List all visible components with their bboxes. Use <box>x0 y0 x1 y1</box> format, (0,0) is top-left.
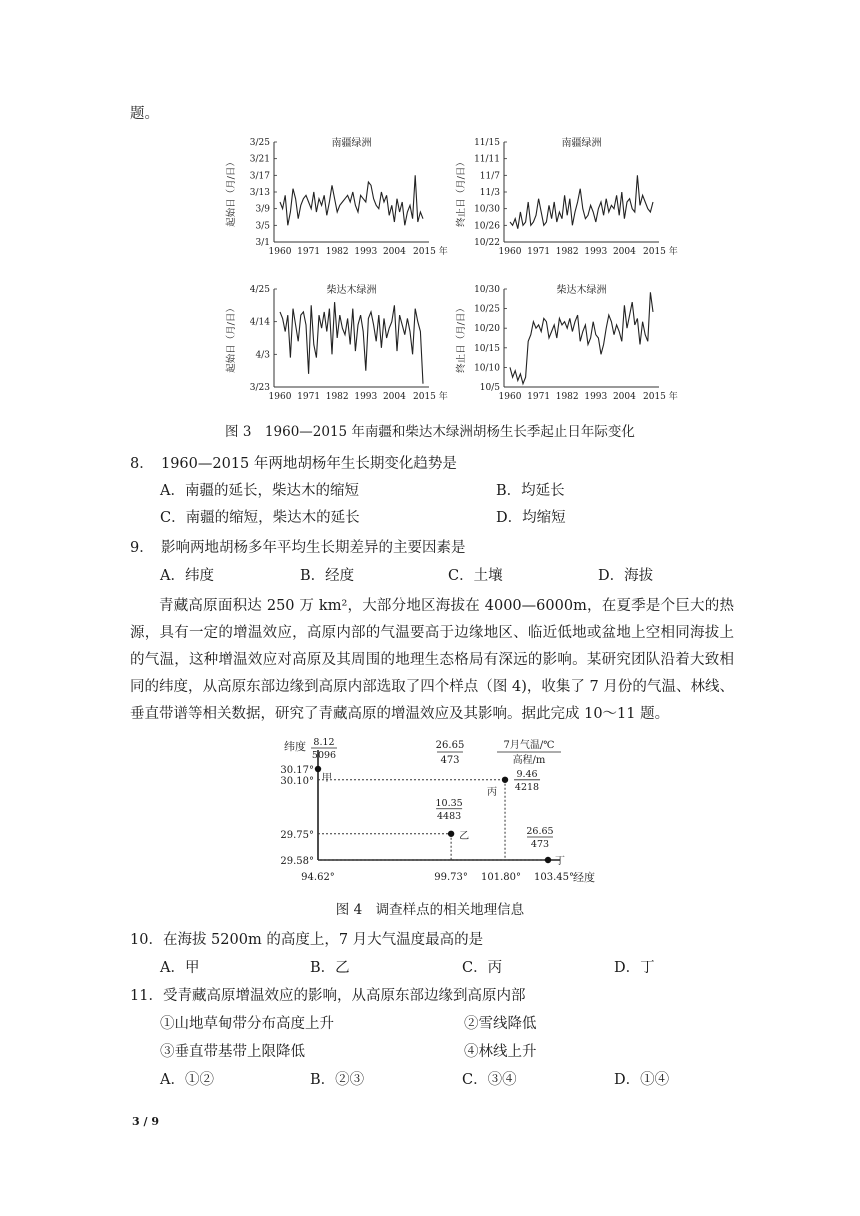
fig3-y-tick-label: 3/13 <box>249 188 270 198</box>
fig3-x-tick-label: 2004 <box>612 392 636 402</box>
fig3-y-tick-label: 3/5 <box>255 221 270 232</box>
question-11-item-3: ③垂直带基带上限降低 <box>160 1044 305 1060</box>
question-9-option-a: A．纬度 <box>160 568 214 584</box>
question-9-option-d: D．海拔 <box>598 568 654 584</box>
fig3-y-tick-label: 11/11 <box>474 154 500 165</box>
fig4-point-elev: 5096 <box>311 750 337 761</box>
fig3-panel-2 <box>455 136 678 257</box>
fig3-x-tick-label: 1971 <box>527 247 551 257</box>
fig3-y-axis-label: 起始日（月/日） <box>226 303 237 373</box>
fig3-y-tick-label: 3/1 <box>255 238 270 248</box>
fig3-y-tick-label: 4/3 <box>255 350 270 361</box>
fig3-y-tick-label: 10/15 <box>474 343 500 354</box>
fig3-panel-title: 南疆绿洲 <box>561 138 602 149</box>
fig4-lon-tick-label: 94.62° <box>301 872 335 883</box>
fig3-x-tick-label: 2004 <box>382 392 406 402</box>
lead-text: 题。 <box>130 106 159 122</box>
fig3-x-tick-label: 1982 <box>325 392 349 402</box>
fig3-x-tick-label: 1982 <box>555 247 579 257</box>
fig3-y-tick-label: 11/15 <box>474 138 500 148</box>
fig3-series-line <box>510 175 653 228</box>
question-11-item-2: ②雪线降低 <box>464 1016 537 1032</box>
fig3-y-tick-label: 3/21 <box>249 154 270 165</box>
fig3-y-tick-label: 11/7 <box>479 171 500 182</box>
fig3-panel-title: 柴达木绿洲 <box>326 285 377 296</box>
fig4-legend-temp-label: 7月气温/℃ <box>503 740 555 751</box>
fig3-x-tick-label: 1971 <box>527 392 551 402</box>
question-9-option-c: C．土壤 <box>448 568 503 584</box>
fig3-x-tick-label: 2015 年 <box>643 392 678 402</box>
fig3-y-tick-label: 4/14 <box>249 317 270 328</box>
fig4-x-axis-label: 经度 <box>573 871 595 884</box>
figure-3-caption: 图 3 1960—2015 年南疆和柴达木绿洲胡杨生长季起止日年际变化 <box>225 424 635 440</box>
fig3-series-line <box>280 302 423 384</box>
fig3-x-tick-label: 2015 年 <box>413 392 448 402</box>
fig4-point-name: 甲 <box>322 773 332 784</box>
fig3-x-tick-label: 1993 <box>584 247 608 257</box>
fig3-y-tick-label: 10/22 <box>474 238 500 248</box>
question-9-stem: 9． 影响两地胡杨多年平均生长期差异的主要因素是 <box>130 540 466 556</box>
question-11-option-b: B．②③ <box>310 1072 365 1088</box>
question-8-option-d: D．均缩短 <box>496 510 566 526</box>
fig4-point-elev: 4483 <box>437 810 462 822</box>
fig3-y-tick-label: 10/25 <box>474 304 500 315</box>
fig3-y-axis-label: 终止日（月/日） <box>456 303 467 373</box>
fig3-panel-3 <box>225 283 448 402</box>
fig4-lat-tick-label: 29.58° <box>280 856 314 867</box>
question-11-item-4: ④林线上升 <box>464 1044 537 1060</box>
fig4-point-name: 丁 <box>555 856 565 867</box>
fig3-x-tick-label: 2004 <box>382 247 406 257</box>
fig3-y-tick-label: 10/20 <box>474 324 500 335</box>
fig3-panel-1 <box>225 136 448 257</box>
question-11-option-d: D．①④ <box>614 1072 670 1088</box>
fig3-x-tick-label: 1982 <box>325 247 349 257</box>
fig3-x-tick-label: 1971 <box>297 392 321 402</box>
page-number: 3 / 9 <box>132 1115 159 1128</box>
fig3-y-tick-label: 3/23 <box>249 383 270 393</box>
question-9-option-b: B．经度 <box>300 568 355 584</box>
question-10-option-d: D．丁 <box>614 960 655 976</box>
passage: 青藏高原面积达 250 万 km²，大部分地区海拔在 4000—6000m，在夏季是个巨大的热源，具有一定的增温效应，高原内部的气温要高于边缘地区、临近低地或盆地上空相同海拔上的气温，这种增温效应对高原及其周围的地理生态格局有深远的影响。某研究团队沿着大致相同的纬度，从高原东部边缘到高原内部选取了四个样点（图 4)，收集了 7 月份的气温、林线、垂直带谱等相关数据，研究了青藏高原的增温效应及其影响。据此完成 10～11 题。 <box>130 598 734 722</box>
fig3-x-tick-label: 1982 <box>555 392 579 402</box>
fig4-point-temp: 26.65 <box>526 826 554 837</box>
figure-3 <box>222 126 678 416</box>
fig4-lat-tick-label: 29.75° <box>280 829 314 841</box>
fig4-lon-tick-label: 103.45° <box>534 872 574 883</box>
fig4-point-temp: 8.12 <box>313 737 335 748</box>
fig4-point-甲 <box>315 766 321 772</box>
fig3-x-tick-label: 1971 <box>297 247 321 257</box>
fig4-point-name: 乙 <box>459 830 470 842</box>
question-8-option-c: C．南疆的缩短，柴达木的延长 <box>160 510 360 526</box>
fig4-lat-tick-label: 30.17° <box>280 765 314 776</box>
question-11-item-1: ①山地草甸带分布高度上升 <box>160 1016 334 1032</box>
fig3-x-tick-label: 1993 <box>354 247 378 257</box>
fig4-y-axis-label: 纬度 <box>284 740 306 753</box>
fig4-lon-tick-label: 101.80° <box>481 872 522 883</box>
fig3-x-tick-label: 1960 <box>268 247 292 257</box>
question-8-stem: 8． 1960—2015 年两地胡杨年生长期变化趋势是 <box>130 456 457 472</box>
fig3-x-tick-label: 2015 年 <box>413 247 448 257</box>
fig3-y-tick-label: 10/5 <box>479 383 500 393</box>
fig3-panel-4 <box>455 283 678 402</box>
fig3-x-tick-label: 2015 年 <box>643 247 678 257</box>
question-11-stem: 11．受青藏高原增温效应的影响，从高原东部边缘到高原内部 <box>130 988 526 1004</box>
fig4-point-乙 <box>448 831 454 837</box>
question-10-option-a: A．甲 <box>160 960 200 976</box>
fig4-point-temp: 9.46 <box>516 768 538 780</box>
fig3-y-tick-label: 4/25 <box>249 285 270 295</box>
fig3-y-tick-label: 3/17 <box>249 171 270 182</box>
fig3-series-line <box>280 175 423 225</box>
fig4-point-丙 <box>502 777 508 783</box>
fig3-x-tick-label: 2004 <box>612 247 636 257</box>
figure-4-caption: 图 4 调查样点的相关地理信息 <box>335 902 525 918</box>
fig3-x-tick-label: 1960 <box>498 247 522 257</box>
fig4-point-丁 <box>545 857 551 863</box>
fig3-panel-title: 南疆绿洲 <box>331 138 372 149</box>
fig3-y-tick-label: 3/9 <box>255 204 270 215</box>
question-10-stem: 10．在海拔 5200m 的高度上，7 月大气温度最高的是 <box>130 932 484 948</box>
fig4-lat-tick-label: 30.10° <box>280 775 314 787</box>
fig4-point-elev: 473 <box>530 839 550 850</box>
question-11-option-a: A．①② <box>160 1072 214 1088</box>
fig3-series-line <box>510 292 653 383</box>
fig4-legend-elev: 473 <box>440 755 460 766</box>
fig3-y-axis-label: 起始日（月/日） <box>226 157 237 227</box>
fig4-point-elev: 4218 <box>514 781 540 793</box>
fig3-y-tick-label: 10/30 <box>474 285 500 295</box>
fig4-lon-tick-label: 99.73° <box>434 872 468 883</box>
question-8-option-b: B．均延长 <box>496 483 565 499</box>
fig3-panel-title: 柴达木绿洲 <box>556 285 607 296</box>
fig4-point-name: 丙 <box>487 786 498 798</box>
fig3-y-tick-label: 10/26 <box>474 221 500 232</box>
fig3-y-tick-label: 11/3 <box>479 188 500 198</box>
fig4-legend-elev-label: 高程/m <box>512 755 546 766</box>
figure-4 <box>260 736 620 886</box>
fig4-point-temp: 10.35 <box>435 797 463 809</box>
question-8-option-a: A．南疆的延长，柴达木的缩短 <box>160 483 359 499</box>
question-11-option-c: C．③④ <box>462 1072 517 1088</box>
question-10-option-b: B．乙 <box>310 960 350 976</box>
fig3-x-tick-label: 1960 <box>268 392 292 402</box>
fig3-y-tick-label: 3/25 <box>249 138 270 148</box>
fig3-x-tick-label: 1960 <box>498 392 522 402</box>
fig3-y-axis-label: 终止日（月/日） <box>456 157 467 227</box>
fig4-legend-temp: 26.65 <box>435 740 465 751</box>
fig3-y-tick-label: 10/30 <box>474 204 500 215</box>
fig3-x-tick-label: 1993 <box>584 392 608 402</box>
fig3-y-tick-label: 10/10 <box>474 363 500 374</box>
question-10-option-c: C．丙 <box>462 960 503 976</box>
fig3-x-tick-label: 1993 <box>354 392 378 402</box>
